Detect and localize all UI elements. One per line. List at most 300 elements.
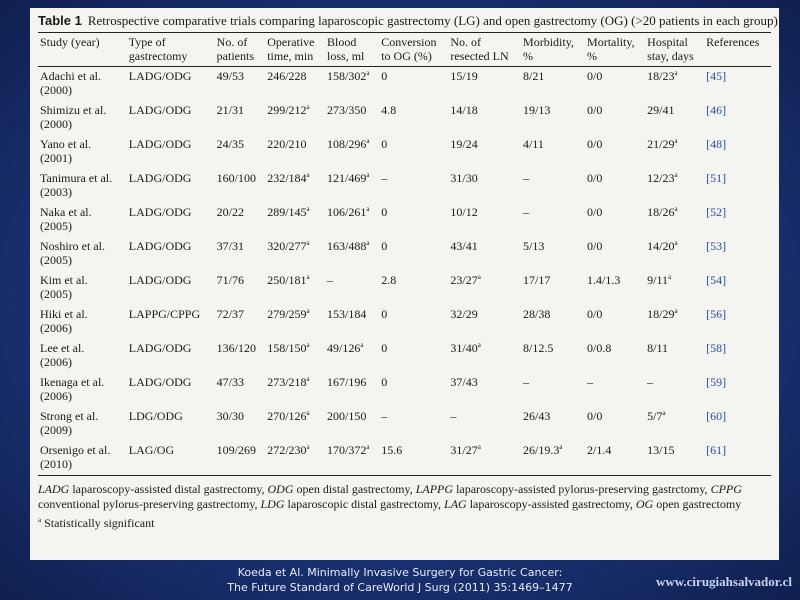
study-cell [38,441,127,476]
stay-value: 9/11 [647,273,669,287]
column-header [127,33,215,67]
patients-value: 21/31 [216,103,245,117]
mort-cell [585,339,645,373]
significance-marker: a [366,443,370,451]
study-year: (2001) [40,151,72,165]
reference-link[interactable]: [53] [706,239,727,253]
conv-cell [379,271,448,305]
patients-cell [215,237,266,271]
conv-value: 0 [381,205,388,219]
column-header-line: Mortality, [587,35,635,49]
time-value: 250/181 [267,273,307,287]
stay-cell [645,339,704,373]
significance-marker: a [306,443,310,451]
mort-value: 0/0.8 [587,341,612,355]
study-name: Kim et al. [40,273,88,287]
stay-value: 29/41 [647,103,675,117]
conv-value: 0 [381,137,388,151]
header-row [38,33,771,67]
column-header [521,33,585,67]
column-header-line: stay, days [647,49,694,63]
table-title [38,12,778,30]
morb-value: – [523,375,530,389]
conv-cell [379,135,448,169]
patients-value: 20/22 [216,205,245,219]
blood-value: 108/296 [327,137,367,151]
column-header [265,33,325,67]
blood-cell [325,339,379,373]
conv-cell [379,441,448,476]
reference-link[interactable]: [59] [706,375,727,389]
study-name: Yano et al. [40,137,92,151]
abbreviation-definition: conventional pylorus-preserving gastrectomy, [38,497,261,511]
significance-footnote [38,516,771,531]
type-value: LADG/ODG [128,171,192,185]
table-row [38,237,771,271]
mort-cell [585,237,645,271]
table-row [38,135,771,169]
conv-value: 15.6 [381,443,403,457]
reference-cell [704,101,771,135]
column-header-line: Conversion [381,35,437,49]
stay-cell [645,271,704,305]
mort-value: 0/0 [587,103,603,117]
patients-cell [215,305,266,339]
time-cell [265,373,325,407]
stay-cell [645,441,704,476]
type-value: LADG/ODG [128,273,192,287]
abbreviation: CPPG [710,482,742,496]
ln-cell [448,203,521,237]
stay-cell [645,407,704,441]
stay-value: 13/15 [647,443,675,457]
blood-value: 153/184 [327,307,367,321]
reference-cell [704,237,771,271]
significance-text: Statistically significant [41,516,155,530]
type-value: LADG/ODG [128,341,192,355]
time-cell [265,271,325,305]
blood-value: 273/350 [327,103,367,117]
significance-marker: a [306,409,310,417]
significance-marker: a [668,273,672,281]
mort-cell [585,101,645,135]
type-cell [127,203,215,237]
conv-value: 0 [381,307,388,321]
reference-cell [704,407,771,441]
type-value: LAPPG/CPPG [128,307,201,321]
time-value: 270/126 [267,409,307,423]
ln-value: 14/18 [450,103,478,117]
patients-cell [215,441,266,476]
morb-value: 4/11 [523,137,544,151]
blood-value: 170/372 [327,443,367,457]
column-header-line: Operative [267,35,315,49]
blood-cell [325,203,379,237]
column-header-line: Blood [327,35,357,49]
patients-cell [215,135,266,169]
time-cell [265,67,325,102]
reference-link[interactable]: [54] [706,273,727,287]
abbreviation: LADG [38,482,70,496]
table-row [38,373,771,407]
column-header [38,33,127,67]
column-header [704,33,771,67]
table-row [38,339,771,373]
study-year: (2009) [40,423,72,437]
ln-cell [448,441,521,476]
column-header-line: time, min [267,49,314,63]
stay-value: 18/29 [647,307,675,321]
mort-value: 0/0 [587,137,603,151]
abbreviation: ODG [267,482,294,496]
patients-value: 47/33 [216,375,245,389]
patients-value: 160/100 [216,171,257,185]
blood-cell [325,101,379,135]
ln-value: 31/40 [450,341,478,355]
reference-cell [704,169,771,203]
reference-cell [704,441,771,476]
type-cell [127,271,215,305]
column-header-line: Hospital [647,35,688,49]
study-name: Ikenaga et al. [40,375,105,389]
mort-value: 0/0 [587,307,603,321]
conv-value: 0 [381,341,388,355]
morb-cell [521,203,585,237]
table-row [38,305,771,339]
type-cell [127,339,215,373]
comparison-table [38,32,771,476]
table-row [38,407,771,441]
table-header [38,33,771,67]
morb-cell [521,407,585,441]
time-cell [265,101,325,135]
patients-cell [215,407,266,441]
type-value: LADG/ODG [128,375,192,389]
blood-cell [325,407,379,441]
significance-marker: a [366,69,370,77]
mort-cell [585,67,645,102]
significance-marker: a [306,273,310,281]
type-value: LADG/ODG [128,205,192,219]
study-year: (2006) [40,321,72,335]
study-cell [38,305,127,339]
type-cell [127,67,215,102]
time-value: 272/230 [267,443,307,457]
table-row [38,441,771,476]
patients-cell [215,203,266,237]
column-header-line: References [706,35,760,49]
study-name: Noshiro et al. [40,239,105,253]
stay-cell [645,135,704,169]
study-cell [38,203,127,237]
type-value: LADG/ODG [128,239,192,253]
morb-cell [521,135,585,169]
stay-cell [645,373,704,407]
table-row [38,271,771,305]
time-cell [265,339,325,373]
blood-cell [325,67,379,102]
ln-cell [448,305,521,339]
reference-link[interactable]: [48] [706,137,727,151]
type-value: LADG/ODG [128,137,192,151]
patients-cell [215,373,266,407]
abbreviation: LDG [260,497,285,511]
reference-link[interactable]: [45] [706,69,727,83]
patients-value: 72/37 [216,307,245,321]
stay-cell [645,169,704,203]
stay-cell [645,67,704,102]
morb-value: 5/13 [523,239,545,253]
abbreviation-definition: open distal gastrectomy, [293,482,416,496]
stay-value: 21/29 [647,137,675,151]
column-header-line: No. of [216,35,248,49]
ln-cell [448,67,521,102]
mort-cell [585,407,645,441]
time-cell [265,135,325,169]
type-value: LDG/ODG [128,409,183,423]
type-value: LAG/OG [128,443,175,457]
mort-value: 0/0 [587,409,603,423]
morb-cell [521,271,585,305]
study-year: (2005) [40,219,72,233]
conv-cell [379,67,448,102]
study-name: Strong et al. [40,409,99,423]
significance-marker: a [306,103,310,111]
ln-cell [448,271,521,305]
stay-cell [645,305,704,339]
stay-value: 5/7 [647,409,663,423]
table-row [38,169,771,203]
blood-cell [325,135,379,169]
significance-marker: a [674,307,678,315]
type-cell [127,101,215,135]
significance-marker: a [674,137,678,145]
column-header-line: % [523,49,534,63]
patients-value: 109/269 [216,443,257,457]
morb-value: 19/13 [523,103,551,117]
conv-cell [379,101,448,135]
type-cell [127,169,215,203]
time-value: 246/228 [267,69,307,83]
time-cell [265,203,325,237]
abbreviation-definition: laparoscopy-assisted pylorus-preserving gastrctomy, [453,482,711,496]
ln-value: 15/19 [450,69,478,83]
morb-cell [521,169,585,203]
reference-cell [704,339,771,373]
column-header [645,33,704,67]
column-header-line: patients [216,49,254,63]
stay-value: 18/26 [647,205,675,219]
ln-value: 37/43 [450,375,478,389]
website-watermark: www.cirugiahsalvador.cl [655,574,792,589]
study-cell [38,237,127,271]
morb-cell [521,67,585,102]
study-name: Lee et al. [40,341,85,355]
study-cell [38,67,127,102]
column-header [448,33,521,67]
patients-value: 24/35 [216,137,245,151]
abbreviation-definition: open gastrectomy [653,497,742,511]
time-value: 320/277 [267,239,307,253]
time-value: 279/259 [267,307,307,321]
patients-cell [215,101,266,135]
significance-marker: a [360,341,364,349]
significance-marker: a [674,69,678,77]
table-row [38,67,771,102]
stay-cell [645,203,704,237]
ln-cell [448,373,521,407]
significance-marker: a [306,239,310,247]
reference-link[interactable]: [61] [706,443,727,457]
column-header-line: to OG (%) [381,49,432,63]
study-cell [38,373,127,407]
blood-value: 200/150 [327,409,367,423]
table-label: Table 1 [38,13,82,28]
stay-value: 12/23 [647,171,675,185]
conv-cell [379,305,448,339]
type-cell [127,407,215,441]
abbreviation: LAG [444,497,467,511]
column-header [215,33,266,67]
significance-marker: a [674,171,678,179]
reference-link[interactable]: [52] [706,205,727,219]
type-cell [127,135,215,169]
abbreviation-definition: laparoscopy-assisted gastrectomy, [466,497,636,511]
time-cell [265,169,325,203]
blood-cell [325,169,379,203]
mort-cell [585,135,645,169]
column-header [325,33,379,67]
conv-value: 0 [381,375,388,389]
reference-cell [704,305,771,339]
ln-value: 43/41 [450,239,478,253]
reference-link[interactable]: [58] [706,341,727,355]
stay-cell [645,237,704,271]
study-cell [38,407,127,441]
morb-cell [521,441,585,476]
significance-marker: a [306,307,310,315]
blood-value: 158/302 [327,69,367,83]
time-cell [265,305,325,339]
type-cell [127,237,215,271]
citation-line-2: The Future Standard of CareWorld J Surg (2011) 35:1469–1477 [227,581,573,594]
study-name: Tanimura et al. [40,171,113,185]
blood-cell [325,441,379,476]
study-year: (2010) [40,457,72,471]
mort-cell [585,169,645,203]
patients-cell [215,67,266,102]
table-panel [30,8,779,560]
patients-cell [215,339,266,373]
morb-cell [521,339,585,373]
blood-cell [325,237,379,271]
time-value: 232/184 [267,171,307,185]
morb-value: 26/43 [523,409,551,423]
ln-cell [448,339,521,373]
reference-link[interactable]: [46] [706,103,727,117]
time-value: 299/212 [267,103,307,117]
stay-cell [645,101,704,135]
type-cell [127,373,215,407]
study-cell [38,339,127,373]
patients-value: 49/53 [216,69,245,83]
mort-value: 0/0 [587,239,603,253]
conv-cell [379,407,448,441]
stay-value: 14/20 [647,239,675,253]
reference-link[interactable]: [60] [706,409,727,423]
type-cell [127,305,215,339]
study-year: (2000) [40,117,72,131]
blood-value: 49/126 [327,341,361,355]
table-body [38,67,771,476]
stay-value: 8/11 [647,341,669,355]
study-year: (2005) [40,287,72,301]
study-year: (2006) [40,389,72,403]
column-header-line: loss, ml [327,49,365,63]
morb-value: – [523,171,530,185]
blood-value: 121/469 [327,171,367,185]
morb-value: 8/12.5 [523,341,554,355]
mort-cell [585,305,645,339]
study-year: (2003) [40,185,72,199]
conv-cell [379,339,448,373]
mort-cell [585,271,645,305]
reference-cell [704,203,771,237]
conv-value: 2.8 [381,273,397,287]
conv-value: 4.8 [381,103,397,117]
morb-value: 8/21 [523,69,545,83]
significance-marker: a [366,205,370,213]
morb-cell [521,305,585,339]
significance-mark: a [38,516,42,524]
study-cell [38,169,127,203]
study-name: Shimizu et al. [40,103,107,117]
significance-marker: a [366,239,370,247]
ln-cell [448,169,521,203]
ln-value: 23/27 [450,273,478,287]
conv-value: 0 [381,239,388,253]
time-value: 273/218 [267,375,307,389]
table-title-text: Retrospective comparative trials comparing laparoscopic gastrectomy (LG) and open gastrectomy (OG) (>20 patients in each group) [87,13,778,28]
reference-link[interactable]: [51] [706,171,727,185]
study-year: (2000) [40,83,72,97]
type-cell [127,441,215,476]
morb-value: 26/19.3 [523,443,560,457]
ln-value: 32/29 [450,307,478,321]
citation-line-1: Koeda et Al. Minimally Invasive Surgery for Gastric Cancer: [237,566,563,579]
blood-value: 106/261 [327,205,367,219]
ln-cell [448,407,521,441]
mort-cell [585,373,645,407]
patients-value: 30/30 [216,409,245,423]
ln-value: 10/12 [450,205,478,219]
study-name: Hiki et al. [40,307,88,321]
conv-value: 0 [381,69,388,83]
type-value: LADG/ODG [128,69,192,83]
blood-cell [325,305,379,339]
blood-value: – [327,273,334,287]
study-cell [38,271,127,305]
reference-link[interactable]: [56] [706,307,727,321]
significance-marker: a [559,443,563,451]
ln-value: – [450,409,457,423]
significance-marker: a [662,409,666,417]
mort-value: – [587,375,594,389]
patients-cell [215,169,266,203]
significance-marker: a [306,205,310,213]
significance-marker: a [477,341,481,349]
abbreviation: LAPPG [415,482,454,496]
